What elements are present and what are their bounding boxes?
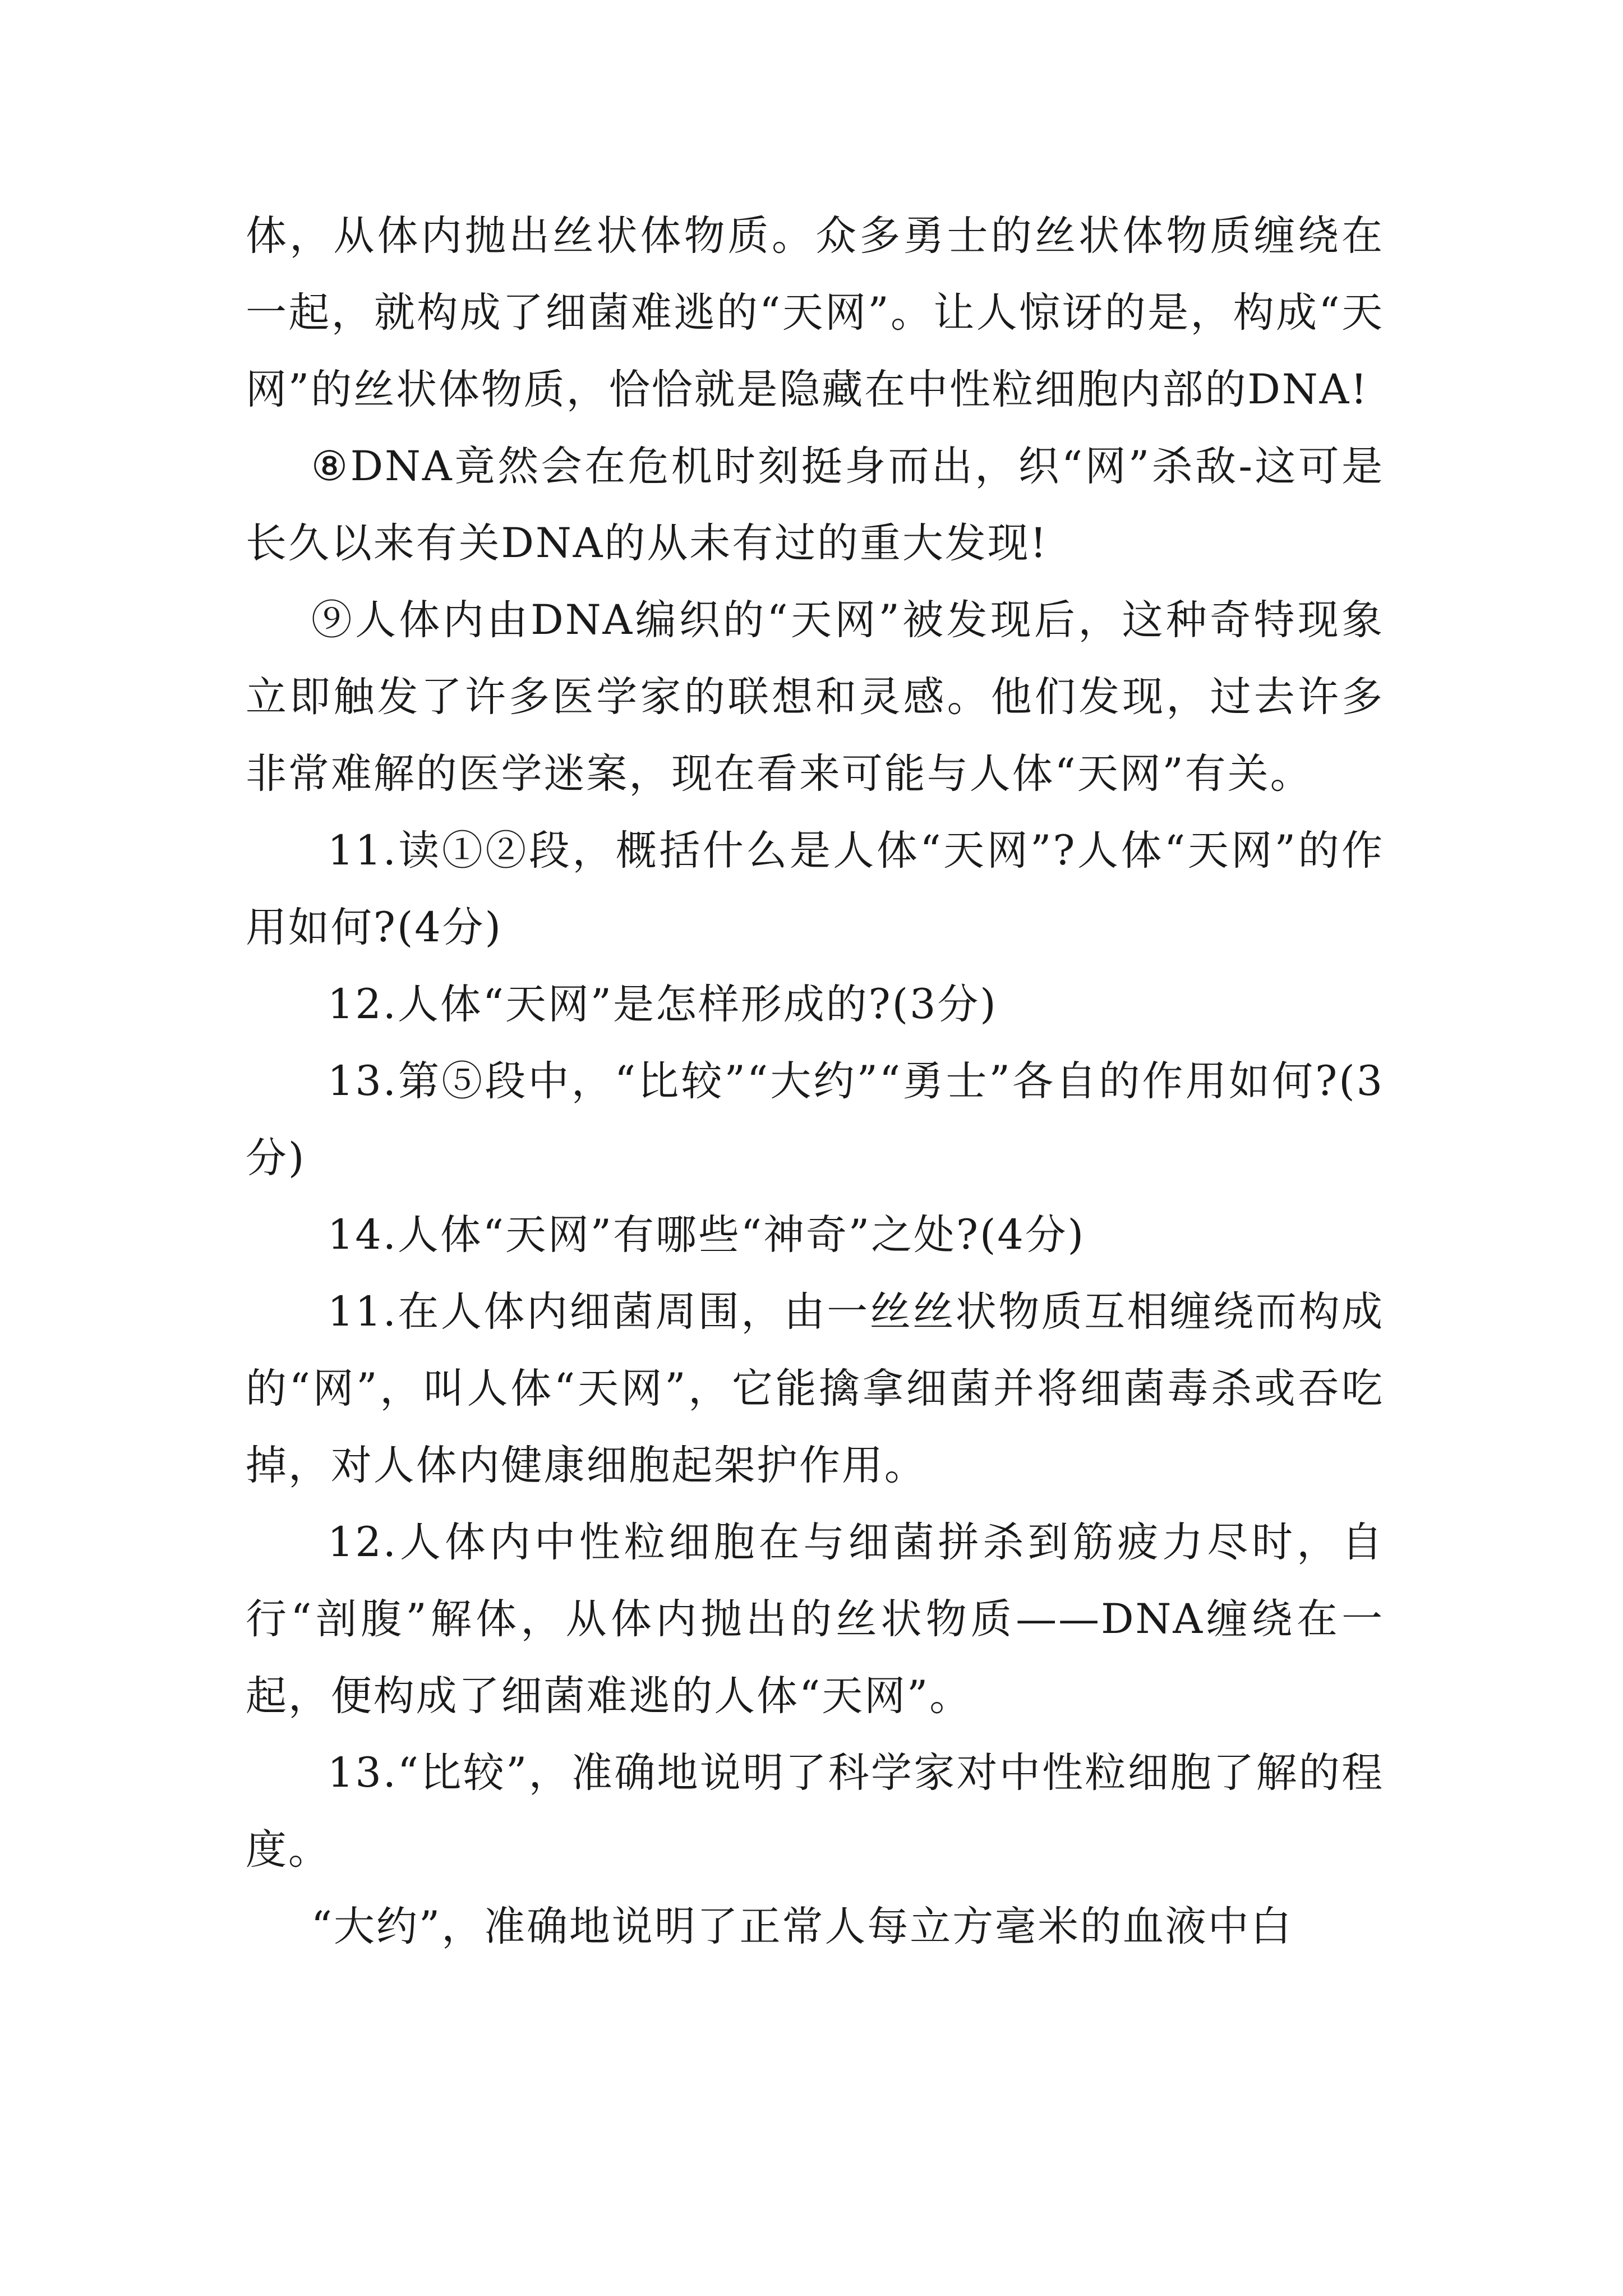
answer-13: 13.“比较”，准确地说明了科学家对中性粒细胞了解的程度。: [246, 1749, 1384, 1874]
question-11: 11.读①②段，概括什么是人体“天网”?人体“天网”的作用如何?(4分): [246, 827, 1384, 951]
question-13: 13.第⑤段中，“比较”“大约”“勇士”各自的作用如何?(3分): [246, 1057, 1384, 1182]
question-12: 12.人体“天网”是怎样形成的?(3分): [328, 981, 998, 1028]
paragraph-8: ⑧DNA竟然会在危机时刻挺身而出，织“网”杀敌-这可是长久以来有关DNA的从未有过的重大发现!: [246, 443, 1384, 567]
question-14: 14.人体“天网”有哪些“神奇”之处?(4分): [328, 1211, 1086, 1259]
answer-13-continued: “大约”，准确地说明了正常人每立方毫米的血液中白: [311, 1903, 1293, 1950]
paragraph-9: ⑨人体内由DNA编织的“天网”被发现后，这种奇特现象立即触发了许多医学家的联想和灵感。他们发现，过去许多非常难解的医学迷案，现在看来可能与人体“天网”有关。: [246, 596, 1384, 798]
document-body: [246, 197, 1384, 1965]
answer-11: 11.在人体内细菌周围，由一丝丝状物质互相缠绕而构成的“网”，叫人体“天网”，它能擒拿细菌并将细菌毒杀或吞吃掉，对人体内健康细胞起架护作用。: [246, 1288, 1384, 1489]
answer-12: 12.人体内中性粒细胞在与细菌拼杀到筋疲力尽时，自行“剖腹”解体，从体内抛出的丝状物质——DNA缠绕在一起，便构成了细菌难逃的人体“天网”。: [246, 1519, 1384, 1720]
paragraph-continuation: 体，从体内抛出丝状体物质。众多勇士的丝状体物质缠绕在一起，就构成了细菌难逃的“天网”。让人惊讶的是，构成“天网”的丝状体物质，恰恰就是隐藏在中性粒细胞内部的DNA!: [246, 212, 1384, 413]
